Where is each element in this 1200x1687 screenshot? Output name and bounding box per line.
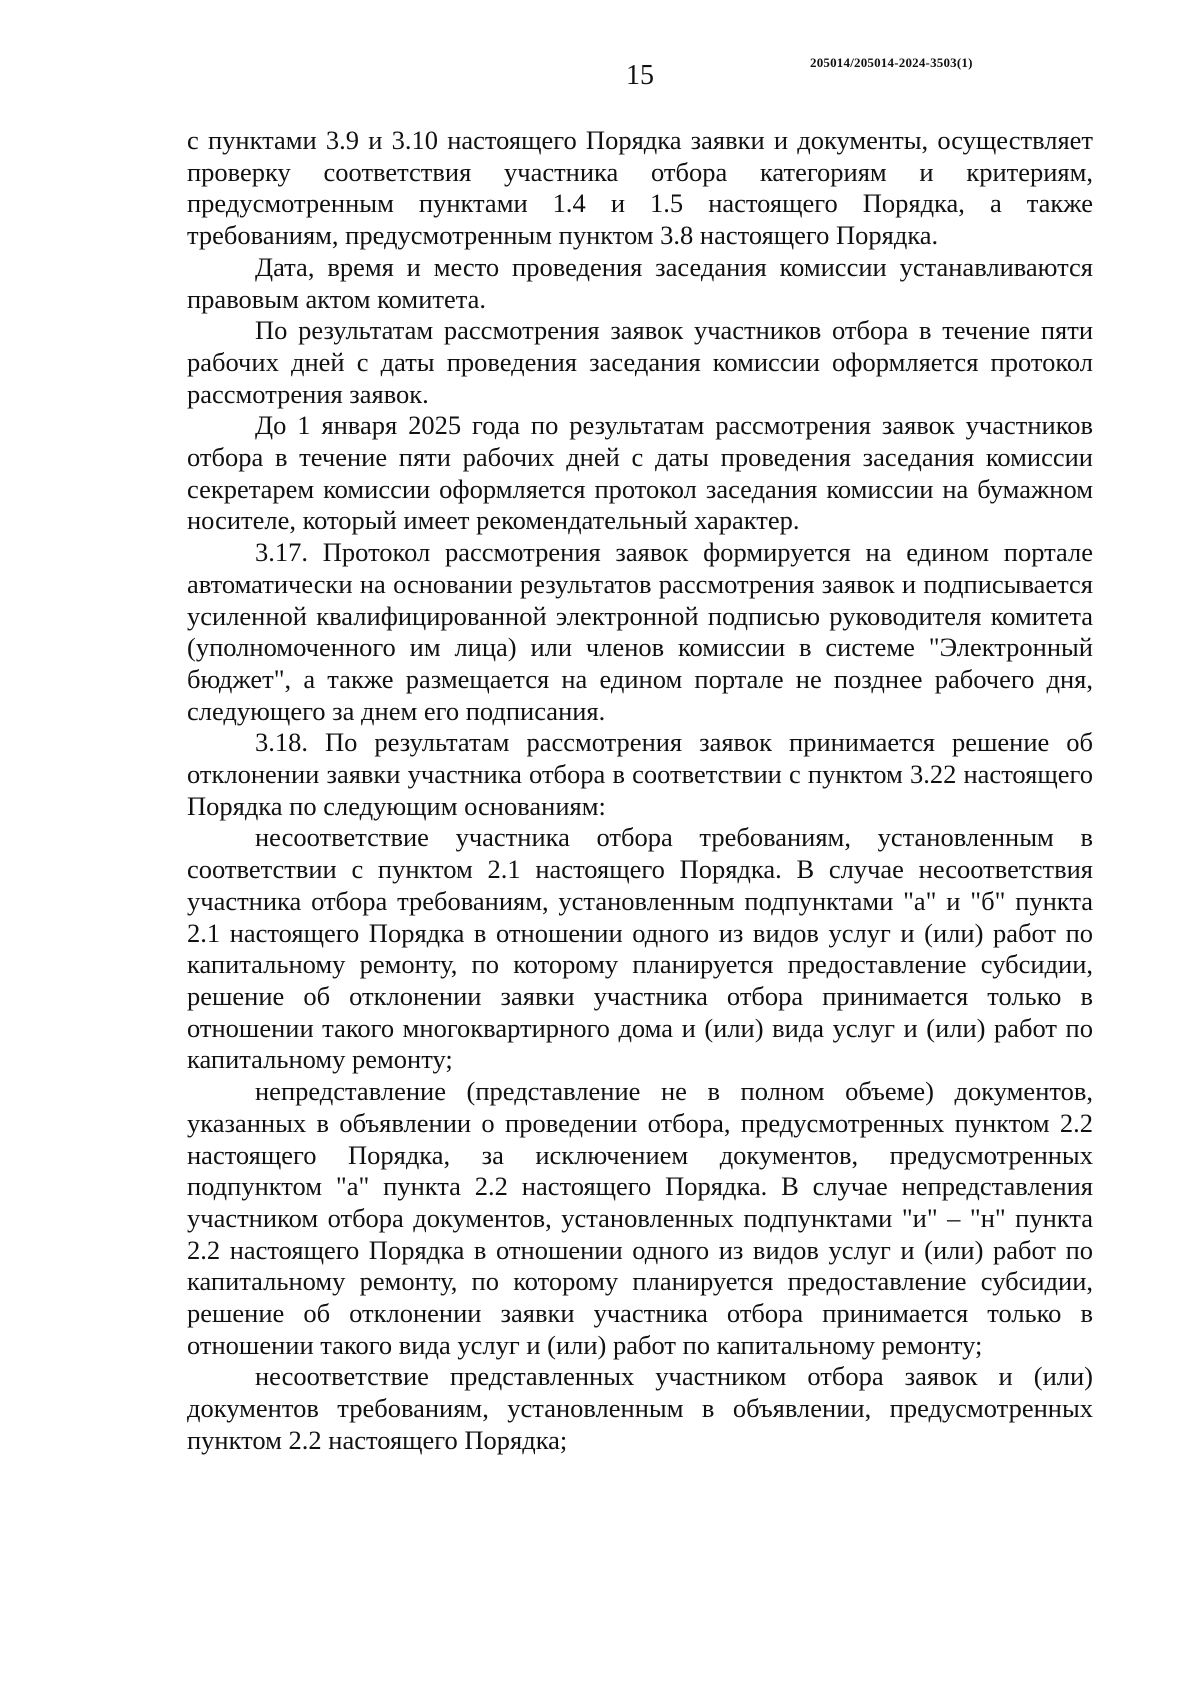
paragraph-ground-document-mismatch: несоответствие представленных участником отбора заявок и (или) документов требованиям, установленным в объявлении, предусмотренных пунктом 2.2 настоящего Порядка; xyxy=(187,1361,1093,1455)
page-number: 15 xyxy=(626,60,654,91)
paragraph-ground-nonconformity: несоответствие участника отбора требованиям, установленным в соответствии с пунктом 2.1 настоящего Порядка. В случае несоответствия участника отбора требованиям, установленным подпунктами "а" и "б" пункта 2.1 настоящего Порядка в отношении одного из видов услуг и (или) работ по капитальному ремонту, по которому планируется предоставление субсидии, решение об отклонении заявки участника отбора принимается только в отношении такого многоквартирного дома и (или) вида услуг и (или) работ по капитальному ремонту; xyxy=(187,822,1093,1075)
paragraph-paper-protocol: До 1 января 2025 года по результатам рассмотрения заявок участников отбора в течение пяти рабочих дней с даты проведения заседания комиссии секретарем комиссии оформляется протокол заседания комиссии на бумажном носителе, который имеет рекомендательный характер. xyxy=(187,410,1093,536)
paragraph-review-protocol: По результатам рассмотрения заявок участников отбора в течение пяти рабочих дней с даты проведения заседания комиссии оформляется протокол рассмотрения заявок. xyxy=(187,315,1093,409)
paragraph-3-18: 3.18. По результатам рассмотрения заявок принимается решение об отклонении заявки участника отбора в соответствии с пунктом 3.22 настоящего Порядка по следующим основаниям: xyxy=(187,727,1093,821)
paragraph-meeting-date: Дата, время и место проведения заседания комиссии устанавливаются правовым актом комитета. xyxy=(187,251,1093,314)
paragraph-continuation: с пунктами 3.9 и 3.10 настоящего Порядка заявки и документы, осуществляет проверку соответствия участника отбора категориям и критериям, предусмотренным пунктами 1.4 и 1.5 настоящего Порядка, а также требованиям, предусмотренным пунктом 3.8 настоящего Порядка. xyxy=(187,125,1093,251)
document-body xyxy=(187,125,1093,1457)
document-id: 205014/205014-2024-3503(1) xyxy=(810,55,973,70)
paragraph-ground-missing-documents: непредставление (представление не в полном объеме) документов, указанных в объявлении о проведении отбора, предусмотренных пунктом 2.2 настоящего Порядка, за исключением документов, предусмотренных подпунктом "а" пункта 2.2 настоящего Порядка. В случае непредставления участником отбора документов, установленных подпунктами "и" – "н" пункта 2.2 настоящего Порядка в отношении одного из видов услуг и (или) работ по капитальному ремонту, по которому планируется предоставление субсидии, решение об отклонении заявки участника отбора принимается только в отношении такого вида услуг и (или) работ по капитальному ремонту; xyxy=(187,1076,1093,1360)
paragraph-3-17: 3.17. Протокол рассмотрения заявок формируется на едином портале автоматически на основании результатов рассмотрения заявок и подписывается усиленной квалифицированной электронной подписью руководителя комитета (уполномоченного им лица) или членов комиссии в системе "Электронный бюджет", а также размещается на едином портале не позднее рабочего дня, следующего за днем его подписания. xyxy=(187,537,1093,726)
